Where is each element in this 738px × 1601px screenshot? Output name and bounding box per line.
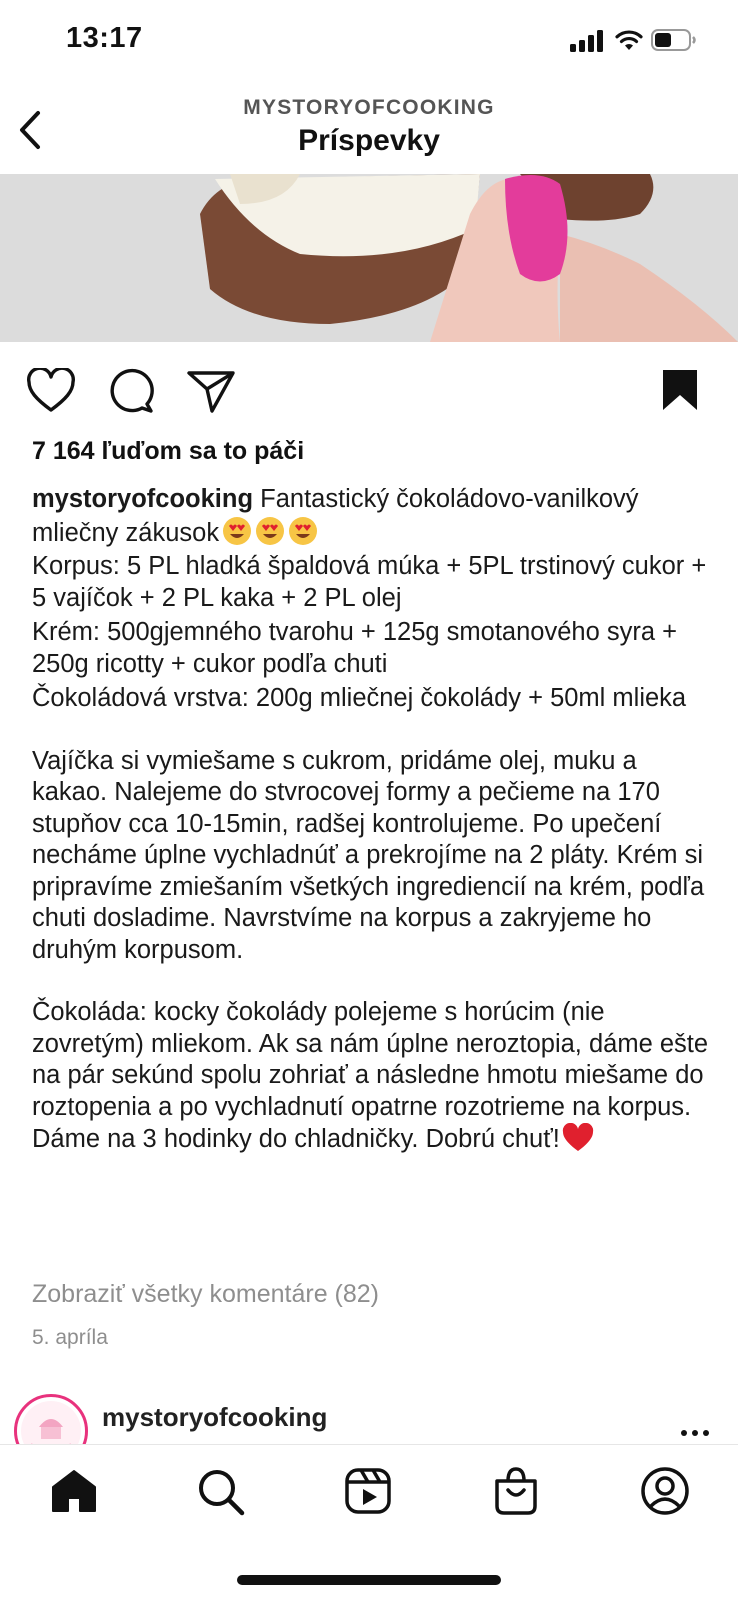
view-comments-link[interactable]: Zobraziť všetky komentáre (82) (32, 1280, 379, 1308)
caption-line: Krém: 500gjemného tvarohu + 125g smotanového syra + 250g ricotty + cukor podľa chuti (32, 618, 677, 678)
heart-eyes-emoji (219, 519, 318, 547)
shop-icon[interactable] (492, 1466, 540, 1516)
bookmark-icon[interactable] (660, 368, 700, 412)
signal-icon (570, 30, 604, 52)
status-time: 13:17 (66, 22, 143, 54)
header-account[interactable]: MYSTORYOFCOOKING (243, 96, 495, 119)
post-date: 5. apríla (32, 1326, 108, 1349)
caption-username[interactable]: mystoryofcooking (32, 485, 254, 513)
caption-line: Korpus: 5 PL hladká špaldová múka + 5PL trstinový cukor + 5 vajíčok + 2 PL kaka + 2 PL olej (32, 552, 707, 612)
more-icon[interactable] (680, 1428, 710, 1438)
caption-paragraph: Čokoláda: kocky čokolády polejeme s horúcim (nie zovretým) mliekom. Ak sa nám úplne neroztopia, dáme ešte na pár sekúnd spolu zohriať a následne hmotu miešame do roztopenia a po vychladnutí opatrne rozotrieme na korpus. Dáme na 3 hodinky do chladničky. Dobrú chuť! (32, 998, 709, 1153)
caption-line: Čokoládová vrstva: 200g mliečnej čokolády + 50ml mlieka (32, 684, 687, 712)
next-post-username[interactable]: mystoryofcooking (102, 1402, 328, 1432)
battery-icon (651, 28, 697, 52)
caption-paragraph: Vajíčka si vymiešame s cukrom, pridáme olej, muku a kakao. Nalejeme do stvrocovej formy a pečieme na 170 stupňov cca 10-15min, radšej kontrolujeme. Po upečení necháme úplne vychladnúť a prekrojíme na 2 pláty. Krém si pripravíme zmiešaním všetkých ingrediencií na krém, podľa chuti dosladime. Navrstvíme na korpus a zakryjeme ho druhým korpusom. (32, 746, 705, 964)
home-indicator (237, 1575, 501, 1585)
red-heart-emoji (562, 1123, 594, 1153)
comment-icon[interactable] (106, 368, 156, 414)
search-icon[interactable] (197, 1468, 245, 1516)
paper-plane-icon[interactable] (186, 368, 236, 414)
home-icon[interactable] (50, 1468, 98, 1514)
reels-icon[interactable] (344, 1467, 392, 1515)
profile-icon[interactable] (640, 1466, 690, 1516)
likes-count[interactable]: 7 164 ľuďom sa to páči (32, 437, 305, 465)
wifi-icon (614, 28, 644, 52)
post-caption (32, 484, 712, 1156)
page-title: Príspevky (298, 124, 440, 157)
heart-icon[interactable] (26, 368, 76, 414)
post-image[interactable] (0, 174, 738, 342)
caption-first: Fantastický čokoládovo-vanilkový mliečny zákusok (32, 485, 639, 547)
